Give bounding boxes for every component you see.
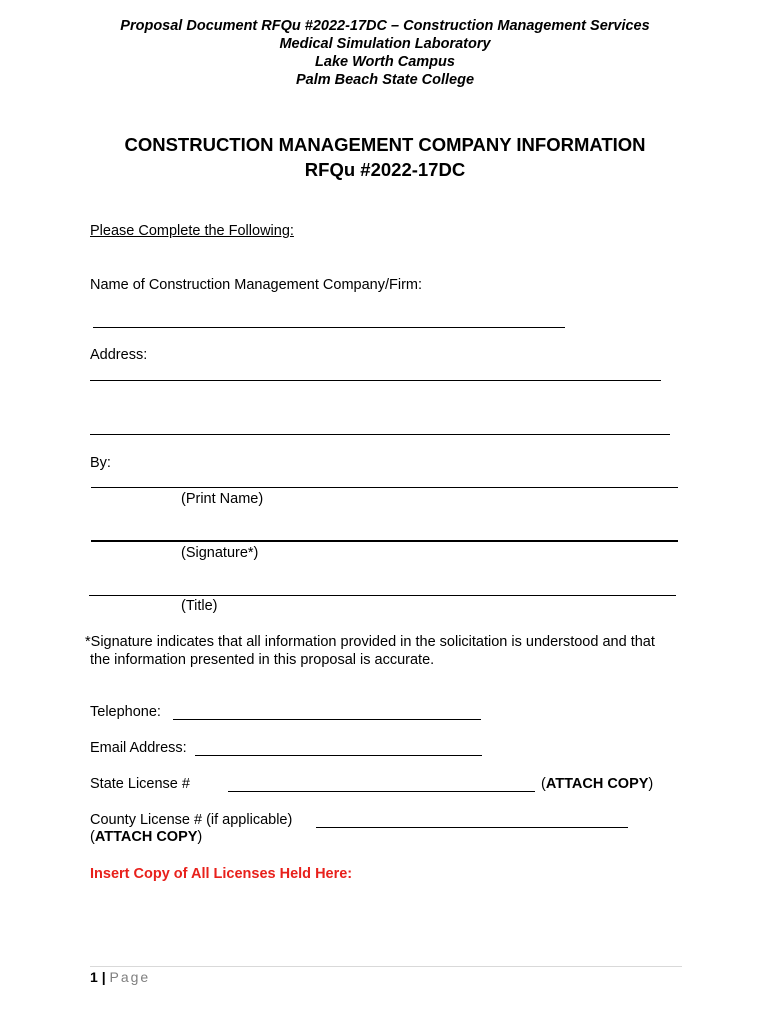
email-label: Email Address: [90,740,187,756]
page-number: 1 [90,969,98,985]
state-license-field[interactable] [228,791,535,792]
state-license-label: State License # [90,776,190,792]
print-name-field[interactable] [91,487,678,488]
attach-paren-open: ( [541,776,546,792]
signature-caption: (Signature*) [181,545,259,561]
footer-divider [90,966,682,967]
telephone-label: Telephone: [90,704,161,720]
address-field-line-2[interactable] [90,434,670,435]
page-footer [90,969,150,985]
attach-paren-close: ) [648,776,654,792]
page-subtitle: RFQu #2022-17DC [304,159,466,180]
email-field[interactable] [195,755,482,756]
header-line-2: Medical Simulation Laboratory [279,36,491,52]
title-caption: (Title) [181,598,218,614]
address-label: Address: [90,347,148,363]
state-license-attach-note [541,776,653,792]
attach-copy-text: ATTACH COPY [545,776,649,792]
signature-note-line-1: *Signature indicates that all information provided in the solicitation is understood and that [85,634,655,650]
header-line-4: Palm Beach State College [295,72,475,88]
page-title: CONSTRUCTION MANAGEMENT COMPANY INFORMATION [124,134,646,155]
county-license-label: County License # (if applicable) [90,812,293,828]
attach-copy-text: ATTACH COPY [94,829,198,845]
print-name-caption: (Print Name) [181,491,264,507]
telephone-field[interactable] [173,719,481,720]
county-license-field[interactable] [316,827,628,828]
instruction-text: Please Complete the Following: [90,223,294,239]
header-line-1: Proposal Document RFQu #2022-17DC – Construction Management Services [120,18,650,34]
header-line-3: Lake Worth Campus [315,54,455,70]
attach-paren-close: ) [197,829,203,845]
page-word: Page [109,969,151,985]
footer-separator: | [101,969,106,985]
signature-field[interactable] [91,540,678,542]
address-field-line-1[interactable] [90,380,661,381]
county-license-attach-note [90,829,202,845]
insert-licenses-heading: Insert Copy of All Licenses Held Here: [90,866,353,882]
company-name-label: Name of Construction Management Company/Firm: [90,277,423,293]
title-field[interactable] [89,595,676,596]
attach-paren-open: ( [90,829,95,845]
signature-note-line-2: the information presented in this proposal is accurate. [90,652,435,668]
by-label: By: [90,455,111,471]
company-name-field[interactable] [93,327,565,328]
